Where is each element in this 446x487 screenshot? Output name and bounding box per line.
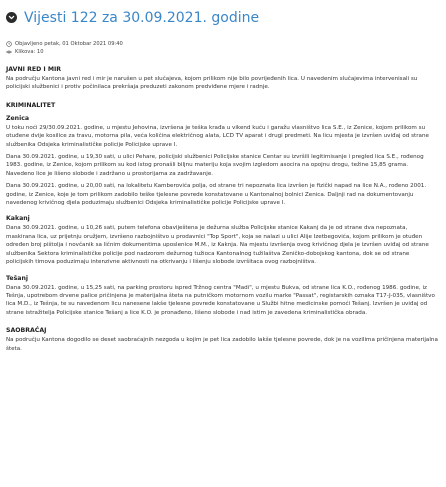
paragraph: Dana 30.09.2021. godine, u 20,00 sati, na lokalitetu Kamberovića polja, od strane tri nepoznata lica izvršen je fizički napad na lice N.A., rođeno 2001. godine, iz Zenice, koje je tom prilikom zadobilo teške tjelesne povrede konstatovane u Kantonalnoj bolnici Zenica. Daljnji rad na dokumentovanju navedenog krivičnog djela poduzimaju službenici Odsjeka kriminalističke policije Policijske uprave I. (6, 183, 427, 207)
section-heading-saobracaj: SAOBRAĆAJ (6, 327, 47, 335)
city-heading-kakanj: Kakanj (6, 215, 30, 223)
published-row (6, 40, 438, 48)
paragraph: Na području Kantona dogodilo se deset saobraćajnih nezgoda u kojim je pet lica zadobilo lakše tjelesne povrede, dok je na vozilima pričinjena materijalna šteta. (6, 337, 438, 352)
hits-row (6, 48, 438, 56)
article-meta (6, 40, 438, 56)
section-heading-kriminalitet: KRIMINALITET (6, 101, 56, 109)
section-heading-javni-red: JAVNI RED I MIR (6, 66, 62, 73)
paragraph: Dana 30.09.2021. godine, u 10,26 sati, putem telefona obaviještena je dežurna služba Policijske stanice Kakanj da je od strane dva nepoznata, maskirana lica, uz prijetnju oružjem, izvršeno razbojništvo u prodavnici "Top Sport", koja se nalazi u ulici Alije Izetbegovića, kojom prilikom je otuđen određen broj pištolja i novčanik sa ličnim dokumentima uposlenice M.M., iz Kaknja. Na mjestu izvršenja ovog krivičnog djela je izvršen uviđaj od strane službenika Sektora kriminalističke policije pod nadzorom dežurnog tužioca Kantonalnog tužilaštva Zeničko-dobojskog kantona, dok se od strane policijskih timova poduzimaju intenzivne aktivnosti na otkrivanju i lišenju slobode izvršitaca ovog razbojništva. (6, 225, 429, 266)
hits-count: Klikova: 10 (15, 48, 44, 55)
city-heading-tesanj: Tešanj (6, 274, 28, 282)
paragraph: Na području Kantona javni red i mir je narušen u pet slučajeva, kojom prilikom nije bilo povrijeđenih lica. U navedenim slučajevima intervenisali su policijski službenici i protiv počinilaca prekršaja preduzeti zakonom predviđene mjere i radnje. (6, 76, 418, 91)
chevron-down-icon[interactable] (6, 12, 17, 23)
city-heading-zenica: Zenica (6, 114, 30, 122)
paragraph: U toku noći 29/30.09.2021. godine, u mjestu Jehovina, izvršena je teška krađa u vikend kuću i garažu vlasništvo lica S.E., iz Zenice, kojom prilikom su otuđene dvije kosilice za travu, motorna pila, veća količina električnog alata, LCD TV aparat i drugi predmeti. Na licu mjesta je izvršen uviđaj od strane službenika Odsjeka kriminalističke policije Policijske uprave I. (6, 124, 429, 148)
page-title: Vijesti 122 za 30.09.2021. godine (24, 9, 260, 26)
paragraph: Dana 30.09.2021. godine, u 19,30 sati, u ulici Pehare, policijski službenici Policijske stanice Centar su izvršili legitimisanje i pregled lica S.E., rođenog 1983. godine, iz Zenice, kojom prilikom su kod istog pronašli biljnu materiju koja svojim izgledom asocira na opojnu drogu, težine 15,85 grama. Navedeno lice je lišeno slobode i zadržano u prostorijama za zadržavanje. (6, 154, 424, 177)
paragraph: Dana 30.09.2021. godine, u 15,25 sati, na parking prostoru ispred Tržnog centra "Madi", u mjestu Bukva, od strane lica K.O., rođenog 1986. godine, iz Tešnja, upotrebom drvene palice pričinjena je materijalna šteta na putničkom motornom vozilu marke "Passat", registarskih oznaka T17-J-035, vlasništvo lica M.D., iz Tešnja, te su navedenom licu nanesene lakše tjelesne povrede konstatovane u Službi hitne medicinske pomoći Tešanj. Izvršen je uviđaj od strane istražitelja Policijske stanice Tešanj a lice K.O. je pronađeno, lišeno slobode i nad istim je zavedena kriminalistička obrada. (6, 284, 435, 316)
article-header (6, 7, 438, 28)
published-date: Objavljeno petak, 01 Oktobar 2021 09:40 (15, 40, 123, 47)
clock-icon (6, 41, 12, 47)
eye-icon (6, 49, 12, 55)
